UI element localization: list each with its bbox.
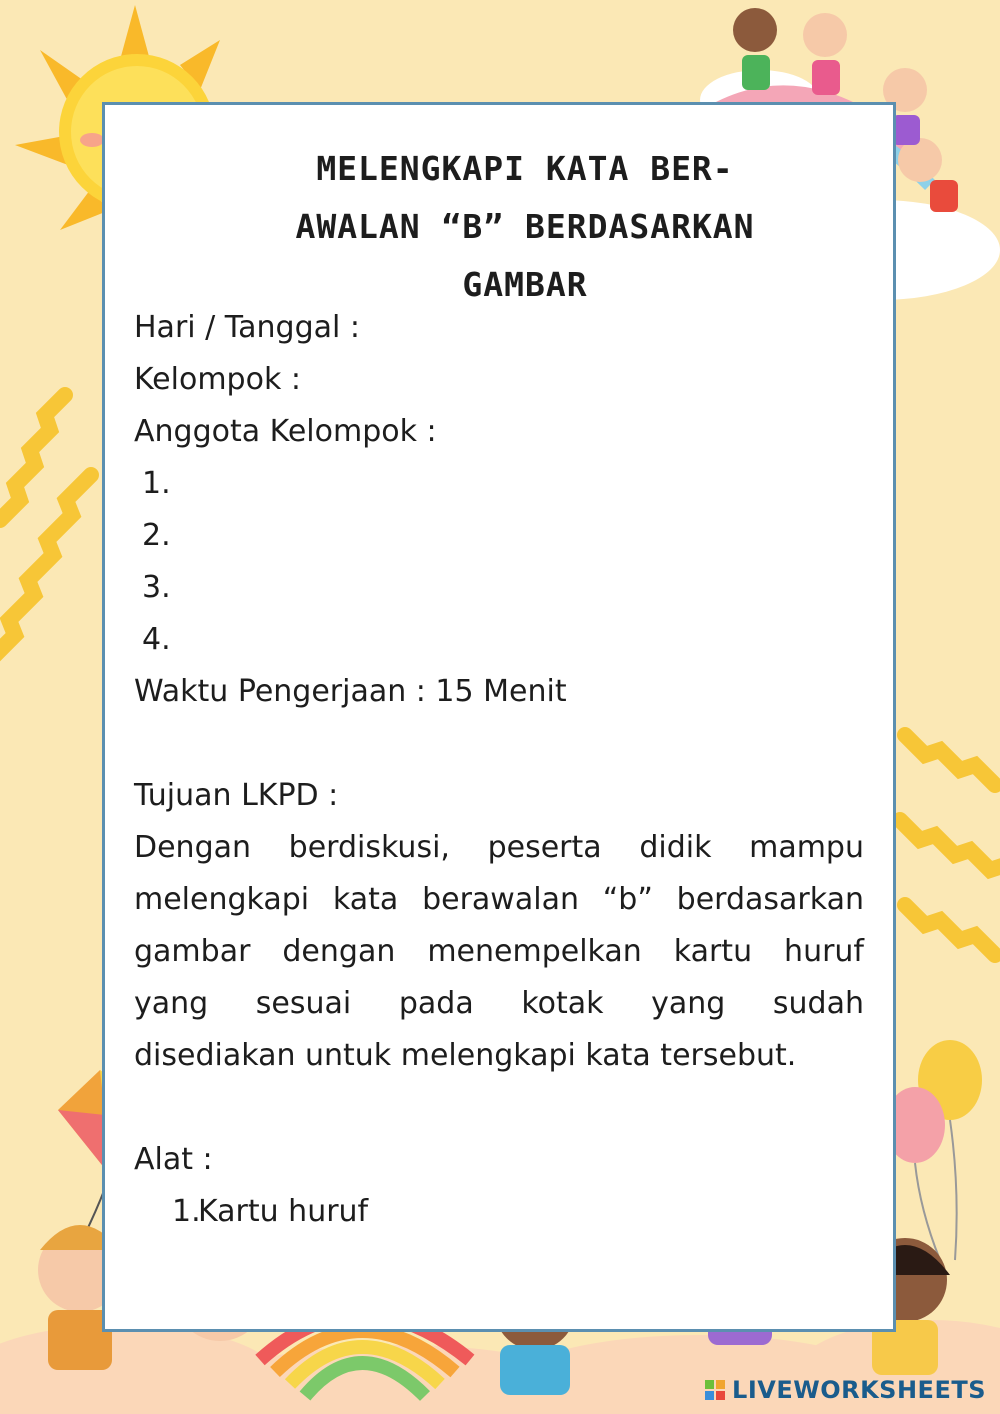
tools-heading: Alat :: [134, 1142, 213, 1177]
member-number-1: 1.: [142, 466, 171, 501]
balloon-icon: [885, 1040, 982, 1260]
tools-item-number: 1.: [172, 1194, 201, 1229]
time-field-label: Waktu Pengerjaan : 15 Menit: [134, 674, 567, 709]
objective-line-1: Dengan berdiskusi, peserta didik mampu: [134, 830, 864, 865]
date-field-label: Hari / Tanggal :: [134, 310, 360, 345]
objective-paragraph: [134, 822, 864, 1082]
member-number-2: 2.: [142, 518, 171, 553]
objective-heading: Tujuan LKPD :: [134, 778, 339, 813]
member-number-4: 4.: [142, 622, 171, 657]
page-title: [200, 140, 850, 314]
member-number-3: 3.: [142, 570, 171, 605]
worksheet-content: [134, 302, 864, 1238]
tools-item: [134, 1186, 864, 1238]
objective-line-5: disediakan untuk melengkapi kata tersebut.: [134, 1038, 797, 1073]
liveworksheets-watermark: [704, 1376, 986, 1404]
watermark-text: LIVEWORKSHEETS: [732, 1376, 986, 1404]
title-line-1: MELENGKAPI KATA BER-: [316, 149, 734, 188]
objective-line-4: yang sesuai pada kotak yang sudah: [134, 986, 864, 1021]
objective-line-2: melengkapi kata berawalan “b” berdasarkan: [134, 882, 864, 917]
title-line-2: AWALAN “B” BERDASARKAN: [295, 207, 755, 246]
tools-item-label: Kartu huruf: [198, 1194, 369, 1229]
title-line-3: GAMBAR: [462, 265, 588, 304]
objective-line-3: gambar dengan menempelkan kartu huruf: [134, 934, 864, 969]
members-field-label: Anggota Kelompok :: [134, 414, 437, 449]
group-field-label: Kelompok :: [134, 362, 301, 397]
liveworksheets-logo-icon: [704, 1379, 726, 1401]
